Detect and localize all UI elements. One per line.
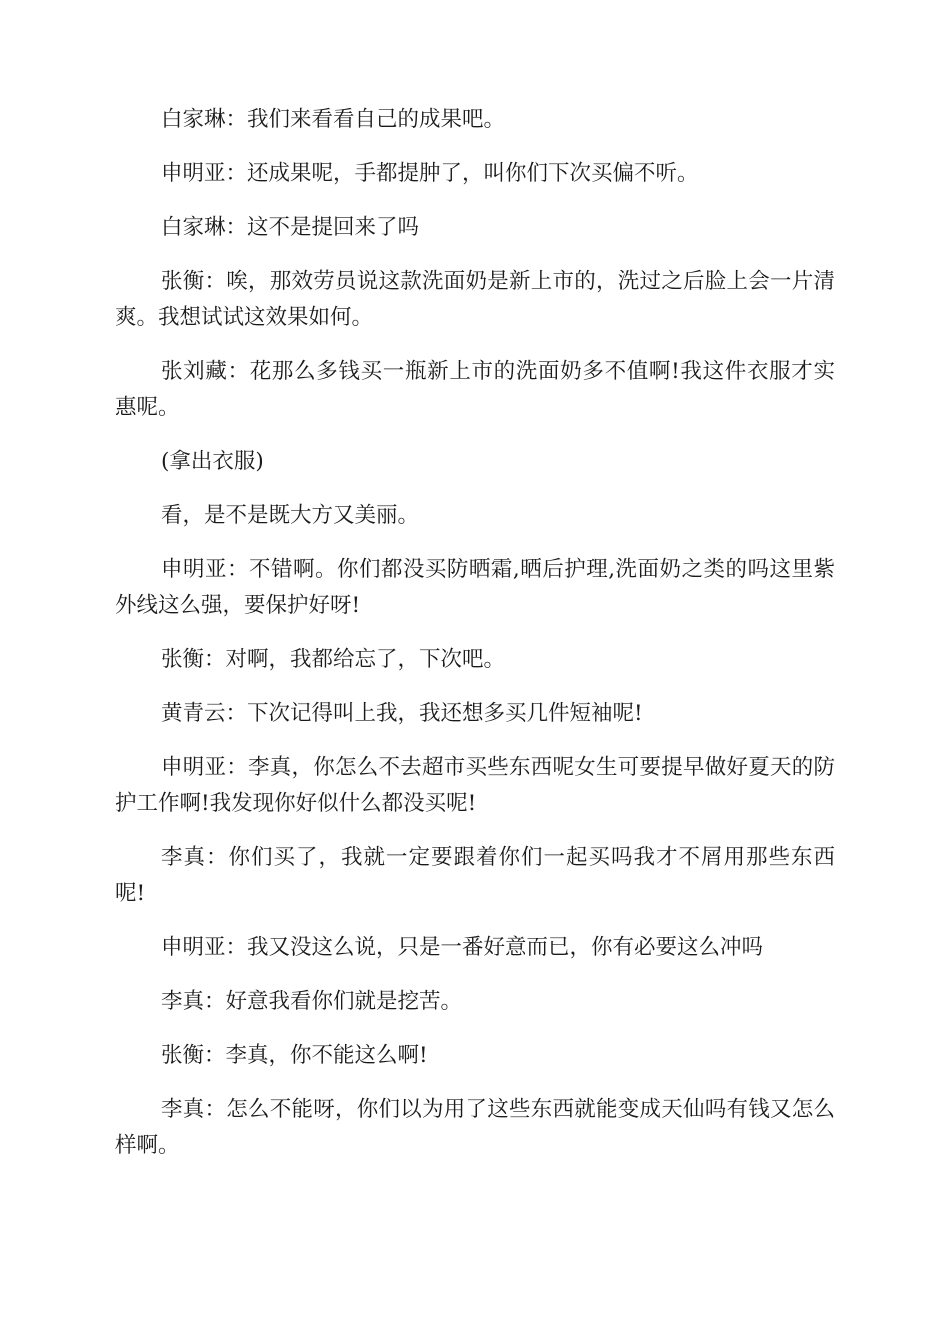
dialogue-line-3: 白家琳：这不是提回来了吗	[161, 215, 420, 240]
dialogue-line-5: 张刘藏：花那么多钱买一瓶新上市的洗面奶多不值啊!我这件衣服才实惠呢。	[115, 359, 835, 420]
dialogue-line-14: 张衡：李真，你不能这么啊!	[161, 1043, 428, 1068]
dialogue-line-11: 李真：你们买了，我就一定要跟着你们一起买吗我才不屑用那些东西呢!	[115, 845, 835, 906]
dialogue-line-4: 张衡：唉，那效劳员说这款洗面奶是新上市的，洗过之后脸上会一片清爽。我想试试这效果如何。	[115, 269, 835, 330]
dialogue-line-13: 李真：好意我看你们就是挖苦。	[161, 989, 463, 1014]
dialogue-line-12: 申明亚：我又没这么说，只是一番好意而已，你有必要这么冲吗	[161, 935, 764, 960]
stage-direction: (拿出衣服)	[161, 449, 264, 474]
dialogue-line-15: 李真：怎么不能呀，你们以为用了这些东西就能变成天仙吗有钱又怎么样啊。	[115, 1097, 835, 1158]
dialogue-line-10: 申明亚：李真，你怎么不去超市买些东西呢女生可要提早做好夏天的防护工作啊!我发现你好似什么都没买呢!	[115, 755, 835, 816]
dialogue-line-8: 张衡：对啊，我都给忘了，下次吧。	[161, 647, 506, 672]
dialogue-line-7: 申明亚：不错啊。你们都没买防晒霜,晒后护理,洗面奶之类的吗这里紫外线这么强，要保护好呀!	[115, 557, 835, 618]
dialogue-line-1: 白家琳：我们来看看自己的成果吧。	[161, 107, 506, 132]
dialogue-line-6: 看，是不是既大方又美丽。	[161, 503, 420, 528]
document-page	[115, 102, 835, 1182]
dialogue-line-9: 黄青云：下次记得叫上我，我还想多买几件短袖呢!	[161, 701, 643, 726]
dialogue-line-2: 申明亚：还成果呢，手都提肿了，叫你们下次买偏不听。	[161, 161, 699, 186]
